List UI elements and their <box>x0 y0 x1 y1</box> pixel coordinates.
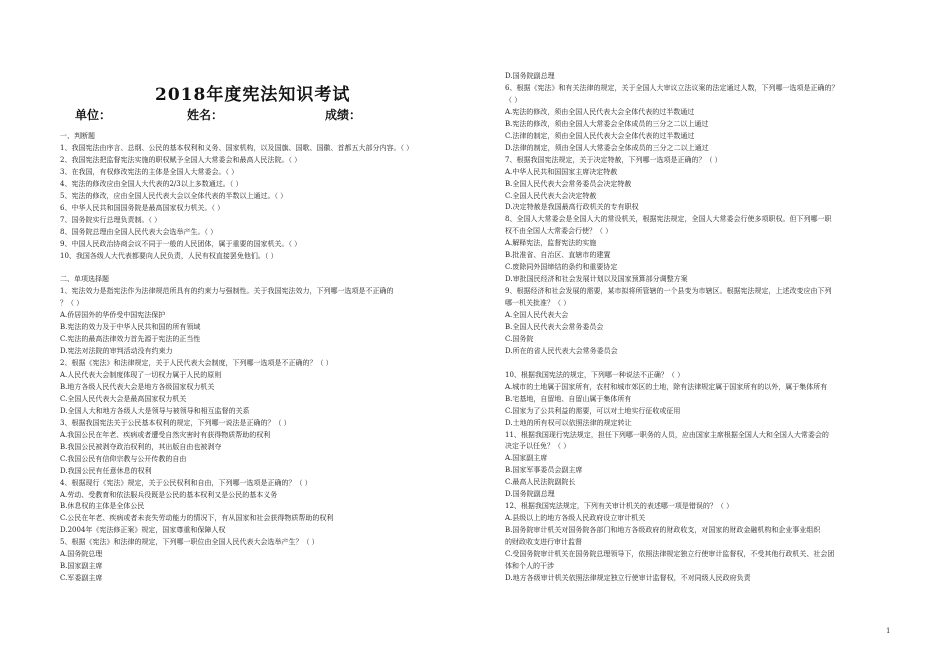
text-line: A.中华人民共和国国家主席决定特赦 <box>505 167 618 176</box>
exam-title: 2018年度宪法知识考试 <box>155 85 351 105</box>
text-line: C.公民在年老、疾病或者未丧失劳动能力的情况下，有从国家和社会获得物质帮助的权利 <box>60 514 334 523</box>
text-line: 决定予以任免？（ ） <box>505 442 571 451</box>
page-number: 1 <box>886 627 891 635</box>
text-line: 的财政收支进行审计监督 <box>505 538 582 547</box>
text-line: 2、根据《宪法》和法律规定，关于人民代表大会制度，下列哪一选项是不正确的？（ ） <box>60 359 333 368</box>
text-line: A.侨居国外的华侨受中国宪法保护 <box>60 311 166 320</box>
text-line: 11、根据我国现行宪法规定，担任下列哪一职务的人员，应由国家主席根据全国人大和全国人大常委会的 <box>505 430 829 439</box>
text-line: C.军委副主席 <box>60 574 103 583</box>
text-line: A.劳动、受教育和依法服兵役既是公民的基本权利又是公民的基本义务 <box>60 490 278 499</box>
text-line: B.批准省、自治区、直辖市的建置 <box>505 251 611 260</box>
text-line: 2、我国宪法把监督宪法实施的职权赋予全国人大常委会和最高人民法院。（ ） <box>60 155 302 164</box>
text-line: D.土地的所有权可以依照法律的规定转让 <box>505 418 632 427</box>
text-line: C.最高人民法院副院长 <box>505 478 576 487</box>
text-line: B.宪法的修改，须由全国人大常委会全体成员的三分之二以上通过 <box>505 119 709 128</box>
text-line: 5、宪法的修改，应由全国人民代表大会以全体代表的半数以上通过。（ ） <box>60 191 288 200</box>
text-line: D.宪法对法院的审判活动没有约束力 <box>60 347 173 356</box>
text-line: B.宪法的效力及于中华人民共和国的所有领域 <box>60 323 201 332</box>
text-line: C.全国人民代表大会是最高国家权力机关 <box>60 394 187 403</box>
text-line: 3、根据我国宪法关于公民基本权利的规定，下列哪一说法是正确的？（ ） <box>60 418 291 427</box>
text-line: A.国务院总理 <box>60 550 103 559</box>
text-line: D.2004年《宪法修正案》规定，国家尊重和保障人权 <box>60 526 226 535</box>
text-line: B.我国公民被剥夺政治权利的，其出版自由也被剥夺 <box>60 442 222 451</box>
text-line: A.县级以上的地方各级人民政府设立审计机关 <box>505 514 646 523</box>
text-line: A.人民代表大会制度体现了一切权力属于人民的原则 <box>60 371 222 379</box>
text-line: D.国务院副总理 <box>505 490 555 499</box>
text-line: D.国务院副总理 <box>505 72 555 80</box>
text-line: 4、宪法的修改应由全国人大代表的2/3以上多数通过。（ ） <box>60 179 243 188</box>
text-line: C.国务院 <box>505 334 534 343</box>
text-line: 7、国务院实行总理负责制。（ ） <box>60 215 162 224</box>
text-line: 体和个人的干涉 <box>505 561 554 570</box>
text-line: （ ） <box>505 95 522 104</box>
text-line: 3、在我国，有权修改宪法的主体是全国人大常委会。（ ） <box>60 167 239 176</box>
text-line: 哪一机关批准？（ ） <box>505 299 571 308</box>
text-line: B.休息权的主体是全体公民 <box>60 502 145 511</box>
text-line: B.国务院审计机关对国务院各部门和地方各级政府的财政收支，对国家的财政金融机构和企业事业组织 <box>505 526 821 535</box>
text-line: D.所在的省人民代表大会常务委员会 <box>505 346 618 355</box>
text-line: 二、单项选择题 <box>60 275 109 284</box>
text-line: B.国家副主席 <box>60 562 103 571</box>
text-line: C.废除同外国缔结的条约和重要协定 <box>505 263 618 272</box>
text-line: C.全国人民代表大会决定特赦 <box>505 191 597 200</box>
text-line: A.我国公民在年老、疾病或者遭受自然灾害时有获得物质帮助的权利 <box>60 430 271 439</box>
text-line: 8、国务院总理由全国人民代表大会选举产生。（ ） <box>60 227 218 236</box>
text-line: B.国家军事委员会副主席 <box>505 466 583 475</box>
unit-field-label: 单位： <box>75 108 112 122</box>
text-line: D.法律的制定，须由全国人大常委会全体成员的三分之二以上通过 <box>505 143 709 152</box>
text-line: 6、根据《宪法》和有关法律的规定，关于全国人大审议立法议案的法定通过人数，下列哪一选项是正确的？ <box>505 83 839 92</box>
text-line: 1、我国宪法由序言、总纲、公民的基本权利和义务、国家机构，以及国旗、国歌、国徽、首都五大部分内容。（ ） <box>60 143 414 152</box>
text-line: 10、我国各级人大代表都要向人民负责，人民有权直接罢免他们。（ ） <box>60 251 278 260</box>
text-line: 9、根据经济和社会发展的需要，某市拟将所管辖的一个县变为市辖区。根据宪法规定，上述改变应由下列 <box>505 287 832 296</box>
text-line: A.宪法的修改，须由全国人民代表大会全体代表的过半数通过 <box>505 107 695 116</box>
score-field-label: 成绩： <box>325 108 362 122</box>
text-line: B.地方各级人民代表大会是地方各级国家权力机关 <box>60 382 215 391</box>
text-line: C.我国公民有信仰宗教与公开传教的自由 <box>60 454 187 463</box>
text-line: 一、判断题 <box>60 132 95 140</box>
text-line: ？（ ） <box>60 299 84 308</box>
text-line: A.城市的土地属于国家所有，农村和城市郊区的土地，除有法律规定属于国家所有的以外，属于集体所有 <box>505 382 828 391</box>
text-line: D.审批国民经济和社会发展计划以及国家预算部分调整方案 <box>505 275 688 284</box>
text-line: 10、根据我国宪法的规定，下列哪一种说法不正确？（ ） <box>505 370 685 379</box>
name-field-label: 姓名： <box>187 108 224 122</box>
text-line: D.全国人大和地方各级人大是领导与被领导和相互监督的关系 <box>60 406 250 415</box>
text-line: B.宅基地，自留地、自留山属于集体所有 <box>505 394 632 403</box>
text-line: 1、宪法效力是指宪法作为法律规范所具有的约束力与强制性。关于我国宪法效力，下列哪一选项是不正确的 <box>60 287 394 296</box>
text-line: A.解释宪法，监督宪法的实施 <box>505 239 597 248</box>
text-line: D.地方各级审计机关依照法律规定独立行使审计监督权，不对同级人民政府负责 <box>505 573 751 582</box>
text-line: B.全国人民代表大会常务委员会决定特赦 <box>505 179 632 188</box>
text-line: B.全国人民代表大会常务委员会 <box>505 322 604 331</box>
text-line: 7、根据我国宪法规定，关于决定特赦，下列哪一选项是正确的？（ ） <box>505 155 722 164</box>
text-line: 9、中国人民政治协商会议不同于一般的人民团体，属于重要的国家机关。（ ） <box>60 239 302 248</box>
text-line: 8、全国人大常委会是全国人大的常设机关，根据宪法规定，全国人大常委会行使多项职权。但下列哪一职 <box>505 215 832 224</box>
text-line: C.法律的制定，须由全国人民代表大会全体代表的过半数通过 <box>505 131 695 140</box>
text-line: C.宪法的最高法律效力首先源于宪法的正当性 <box>60 335 201 344</box>
text-line: D.我国公民有任意休息的权利 <box>60 466 152 475</box>
text-line: C.受国务院审计机关在国务院总理领导下，依照法律规定独立行使审计监督权，不受其他行政机关、社会团 <box>505 550 835 558</box>
text-line: 5、根据《宪法》和法律的规定，下列哪一职位由全国人民代表大会选举产生？（ ） <box>60 538 319 547</box>
text-line: A.国家副主席 <box>505 454 548 463</box>
text-line: 权不由全国人大常委会行使？（ ） <box>505 227 613 236</box>
text-line: A.全国人民代表大会 <box>505 311 569 319</box>
text-line: D.决定特赦是我国最高行政机关的专有职权 <box>505 203 639 212</box>
text-line: C.国家为了公共利益的需要，可以对土地实行征收或征用 <box>505 406 681 415</box>
text-line: 4、根据现行《宪法》规定，关于公民权利和自由，下列哪一选项是正确的？（ ） <box>60 478 312 487</box>
text-line: 12、根据我国宪法规定，下列有关审计机关的表述哪一项是错误的？（ ） <box>505 502 734 511</box>
text-line: 6、中华人民共和国国务院是最高国家权力机关。（ ） <box>60 203 225 212</box>
